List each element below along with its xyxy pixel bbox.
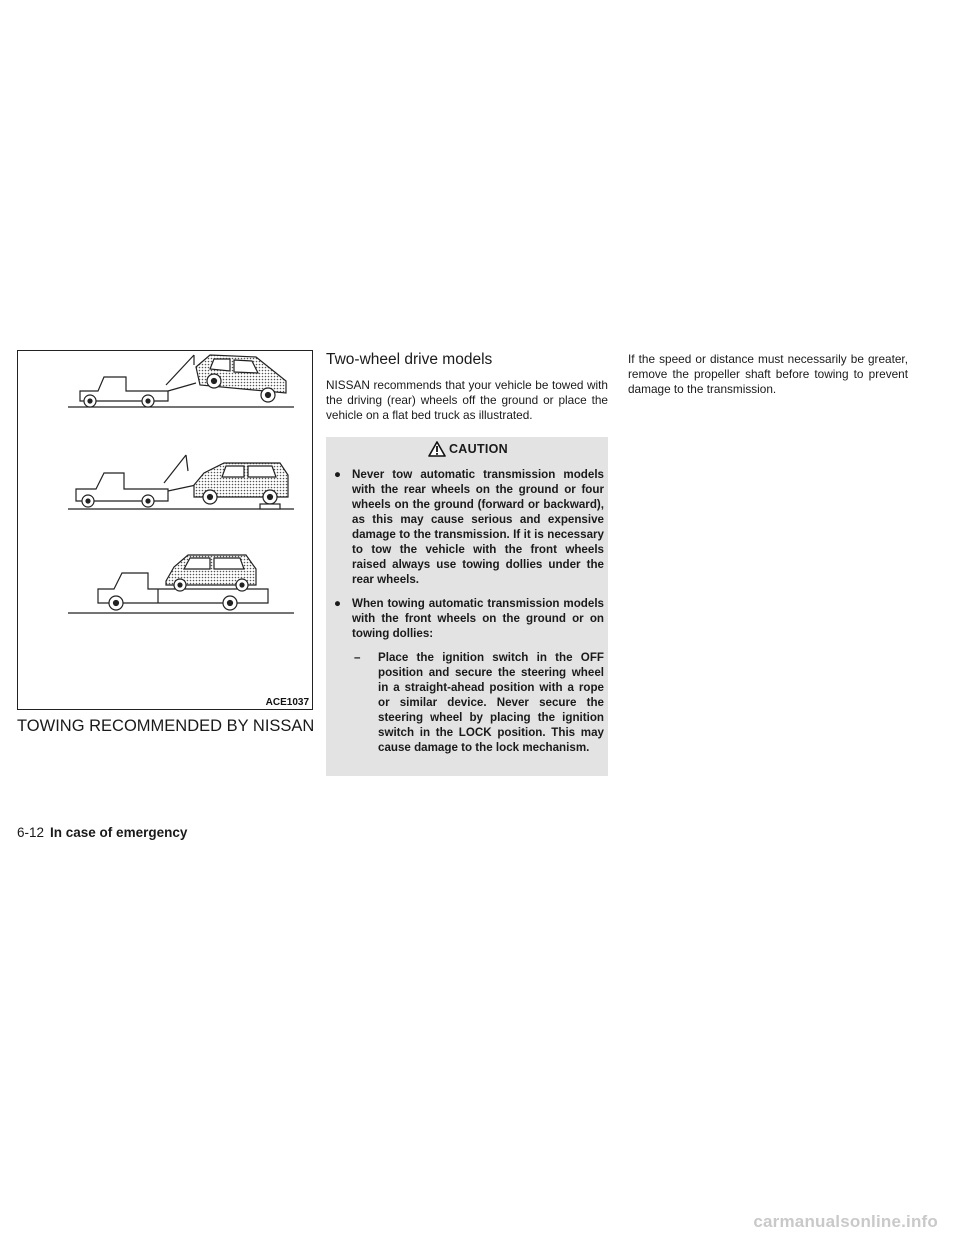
warning-triangle-icon xyxy=(428,441,446,457)
figure-id-label: ACE1037 xyxy=(263,696,312,709)
caution-title: CAUTION xyxy=(448,442,509,456)
right-column-paragraph: If the speed or distance must necessarily be greater, remove the propeller shaft before towing to prevent damage to the transmission. xyxy=(628,352,908,396)
caution-sub-list xyxy=(352,650,604,755)
chapter-title: In case of emergency xyxy=(50,825,188,840)
caution-header xyxy=(332,437,604,461)
towing-figure xyxy=(17,350,313,710)
caution-item xyxy=(332,596,604,755)
bullet-icon: ● xyxy=(334,468,342,481)
dash-glyph: – xyxy=(354,651,361,664)
caution-item-text: When towing automatic transmission models with the front wheels on the ground or on towing dollies: xyxy=(352,597,604,640)
caution-sub-item xyxy=(352,650,604,755)
towing-illustration xyxy=(18,351,312,709)
intro-paragraph: NISSAN recommends that your vehicle be towed with the driving (rear) wheels off the ground or place the vehicle on a flat bed truck as illustrated. xyxy=(326,378,608,422)
caution-sub-item-text: Place the ignition switch in the OFF position and secure the steering wheel in a straight-ahead position with a rope or similar device. Never secure the steering wheel by placing the ignition switch in the LOCK position. This may cause damage to the lock mechanism. xyxy=(378,651,604,754)
caution-list xyxy=(332,467,604,755)
middle-column xyxy=(326,350,608,776)
caution-item xyxy=(332,467,604,587)
watermark: carmanualsonline.info xyxy=(753,1212,938,1231)
caution-box xyxy=(326,437,608,776)
page-footer xyxy=(17,824,187,842)
section-title: TOWING RECOMMENDED BY NISSAN xyxy=(17,717,315,735)
caution-item-text: Never tow automatic transmission models with the rear wheels on the ground or four wheels on the ground (forward or backward), as this may cause serious and expensive damage to the transmission. If it is necessary to tow the vehicle with the front wheels raised always use towing dollies under the rear wheels. xyxy=(352,468,604,586)
bullet-icon: ● xyxy=(334,597,342,610)
subsection-title: Two-wheel drive models xyxy=(326,351,493,368)
page-number: 6-12 xyxy=(17,825,45,840)
